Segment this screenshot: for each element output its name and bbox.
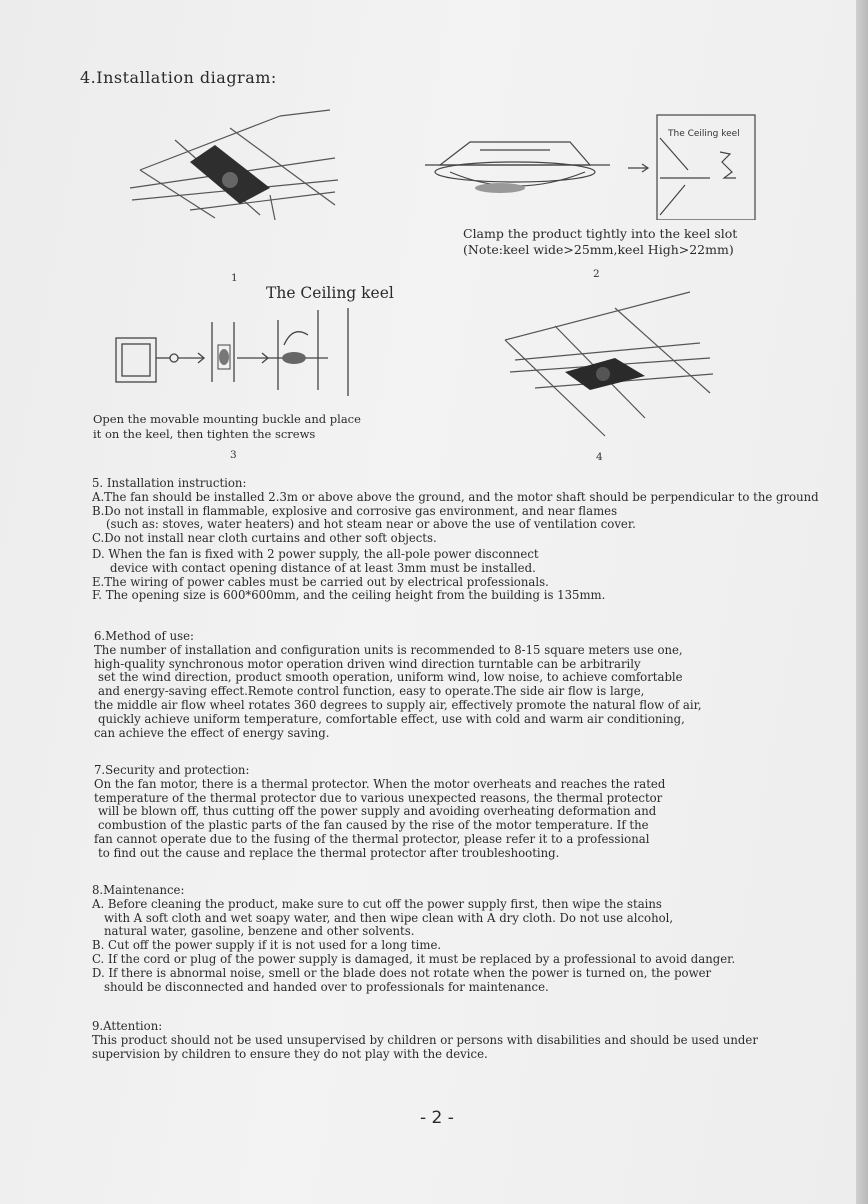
section-title: 8.Maintenance: [92, 883, 185, 897]
paragraph-line: C. If the cord or plug of the power supply is damaged, it must be replaced by a professional to avoid danger. [92, 951, 736, 966]
paragraph-line: A. Before cleaning the product, make sure to cut off the power supply first, then wipe the stains [92, 896, 662, 911]
ceiling-keel-label: The Ceiling keel [266, 284, 394, 302]
figure-number-1: 1 [231, 272, 238, 284]
section-title: 5. Installation instruction: [92, 476, 247, 490]
keel-slot-box-label: The Ceiling keel [668, 129, 740, 139]
instruction-line: C.Do not install near cloth curtains and other soft objects. [92, 531, 437, 546]
section-title: 6.Method of use: [94, 629, 194, 643]
attention-section [92, 1020, 758, 1061]
paragraph-line: should be disconnected and handed over to professionals for maintenance. [104, 979, 549, 994]
page-edge-shadow [856, 0, 868, 1204]
instruction-line: A.The fan should be installed 2.3m or above above the ground, and the motor shaft should be perpendicular to the ground [92, 489, 819, 504]
paragraph-line: set the wind direction, product smooth operation, uniform wind, low noise, to achieve comfortable [98, 670, 683, 685]
open-buckle-caption-line-1: Open the movable mounting buckle and place [93, 412, 361, 426]
section-title: 7.Security and protection: [94, 763, 250, 777]
paragraph-line: can achieve the effect of energy saving. [94, 725, 330, 740]
page-number: - 2 - [420, 1108, 454, 1128]
open-buckle-caption-line-2: it on the keel, then tighten the screws [93, 427, 316, 441]
paragraph-line: to find out the cause and replace the thermal protector after troubleshooting. [98, 845, 560, 860]
method-of-use-section [94, 630, 702, 740]
paragraph-line: combustion of the plastic parts of the fan caused by the rise of the motor temperature. If the [98, 818, 649, 833]
maintenance-section [92, 884, 735, 994]
paragraph-line: This product should not be used unsupervised by children or persons with disabilities and should be used under [92, 1032, 758, 1047]
paragraph-line: high-quality synchronous motor operation driven wind direction turntable can be arbitrarily [94, 656, 641, 671]
paragraph-line: fan cannot operate due to the fusing of the thermal protector, please refer it to a professional [94, 831, 650, 846]
paragraph-line: and energy-saving effect.Remote control function, easy to operate.The side air flow is large, [98, 684, 645, 699]
section-title: 9.Attention: [92, 1019, 163, 1033]
instruction-line: B.Do not install in flammable, explosive and corrosive gas environment, and near flames [92, 503, 618, 518]
clamp-caption-line-2: (Note:keel wide>25mm,keel High>22mm) [463, 242, 734, 257]
clamp-caption-line-1: Clamp the product tightly into the keel slot [463, 226, 738, 241]
installation-diagram-heading: 4.Installation diagram: [80, 68, 277, 87]
ceiling-grid-figure-1 [120, 100, 350, 230]
instruction-line: D. When the fan is fixed with 2 power supply, the all-pole power disconnect [92, 546, 539, 561]
paragraph-line: temperature of the thermal protector due to various unexpected reasons, the thermal protector [94, 790, 663, 805]
clamp-figure-2 [420, 110, 760, 220]
mounting-buckle-figure-3 [108, 300, 368, 405]
installation-instruction-section [92, 477, 819, 603]
figure-number-4: 4 [596, 451, 603, 463]
instruction-line: device with contact opening distance of at least 3mm must be installed. [110, 560, 536, 575]
paragraph-line: supervision by children to ensure they do not play with the device. [92, 1046, 488, 1061]
paragraph-line: natural water, gasoline, benzene and other solvents. [104, 924, 415, 939]
installed-grid-figure-4 [495, 288, 725, 438]
instruction-line: (such as: stoves, water heaters) and hot steam near or above the use of ventilation cover. [106, 517, 636, 532]
paragraph-line: with A soft cloth and wet soapy water, and then wipe clean with A dry cloth. Do not use alcohol, [104, 910, 674, 925]
security-protection-section [94, 764, 665, 861]
paragraph-line: quickly achieve uniform temperature, comfortable effect, use with cold and warm air conditioning, [98, 711, 685, 726]
paragraph-line: D. If there is abnormal noise, smell or the blade does not rotate when the power is turned on, the power [92, 965, 712, 980]
paragraph-line: will be blown off, thus cutting off the power supply and avoiding overheating deformation and [98, 804, 657, 819]
figure-number-3: 3 [230, 449, 237, 461]
instruction-line: E.The wiring of power cables must be carried out by electrical professionals. [92, 574, 549, 589]
paragraph-line: B. Cut off the power supply if it is not used for a long time. [92, 938, 442, 953]
paragraph-line: The number of installation and configuration units is recommended to 8-15 square meters use one, [94, 642, 683, 657]
paragraph-line: the middle air flow wheel rotates 360 degrees to supply air, effectively promote the natural flow of air, [94, 697, 702, 712]
paragraph-line: On the fan motor, there is a thermal protector. When the motor overheats and reaches the rated [94, 776, 666, 791]
figure-number-2: 2 [593, 268, 600, 280]
instruction-line: F. The opening size is 600*600mm, and the ceiling height from the building is 135mm. [92, 588, 606, 603]
